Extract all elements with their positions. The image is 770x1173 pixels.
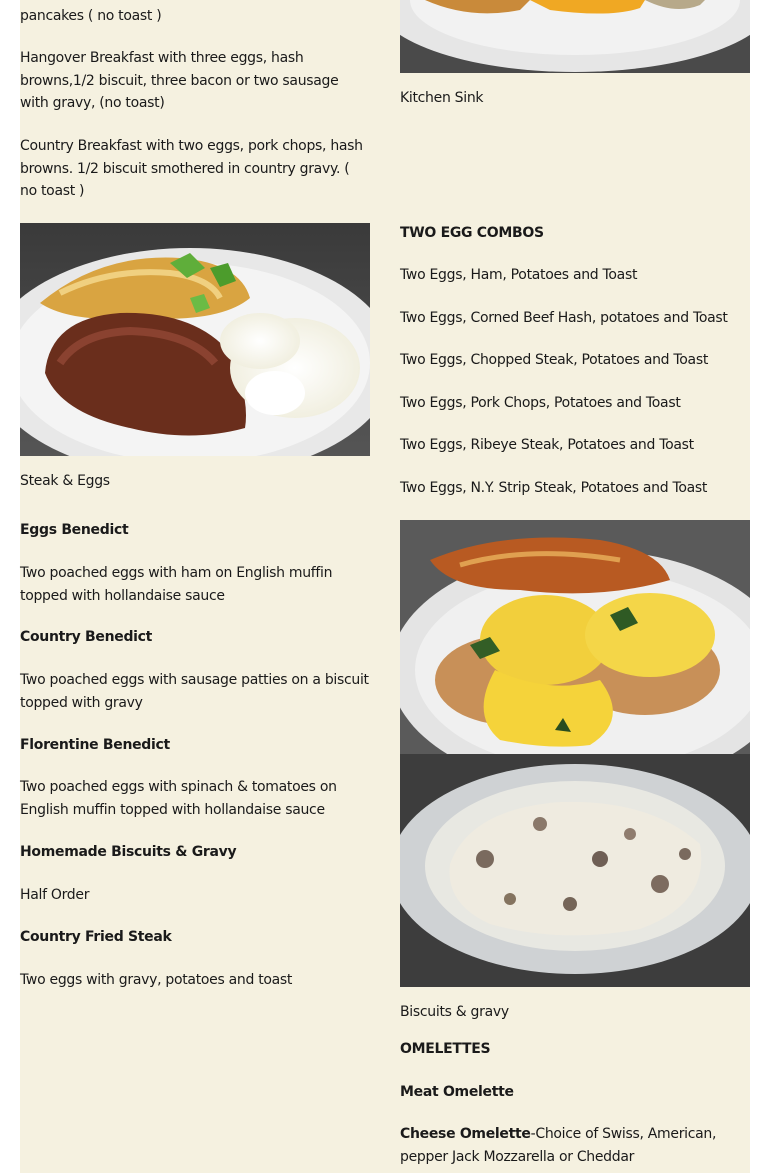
kitchen-sink-photo (400, 0, 750, 73)
country-breakfast-text: Country Breakfast with two eggs, pork chops, hash browns. 1/2 biscuit smothered in country gravy. ( no toast ) (20, 138, 363, 199)
omelettes-heading: OMELETTES (400, 1041, 491, 1057)
cheese-omelette-title: Cheese Omelette (400, 1126, 531, 1142)
intro-partial-text: pancakes ( no toast ) (20, 8, 162, 24)
two-egg-item: Two Eggs, Chopped Steak, Potatoes and Toast (400, 352, 709, 368)
two-egg-item: Two Eggs, Pork Chops, Potatoes and Toast (400, 395, 681, 411)
two-egg-item: Two Eggs, N.Y. Strip Steak, Potatoes and Toast (400, 480, 708, 496)
hangover-breakfast-text: Hangover Breakfast with three eggs, hash browns,1/2 biscuit, three bacon or two sausage with gravy, (no toast) (20, 50, 339, 111)
biscuits-gravy-caption: Biscuits & gravy (400, 1004, 509, 1020)
meat-omelette-title: Meat Omelette (400, 1084, 514, 1100)
cheese-omelette-text (400, 1123, 750, 1168)
two-egg-combos-heading: TWO EGG COMBOS (400, 225, 544, 241)
cheese-omelette-desc: -Choice of Swiss, American, pepper Jack Mozzarella or Cheddar (400, 1126, 717, 1165)
two-egg-item: Two Eggs, Ham, Potatoes and Toast (400, 267, 638, 283)
biscuits-gravy-photo (400, 754, 750, 987)
florentine-benedict-desc: Two poached eggs with spinach & tomatoes on English muffin topped with hollandaise sauce (20, 779, 337, 818)
country-fried-steak-title: Country Fried Steak (20, 929, 172, 945)
eggs-benedict-title: Eggs Benedict (20, 522, 129, 538)
steak-eggs-caption: Steak & Eggs (20, 473, 110, 489)
country-benedict-title: Country Benedict (20, 629, 153, 645)
country-benedict-desc: Two poached eggs with sausage patties on a biscuit topped with gravy (20, 672, 369, 711)
two-egg-item: Two Eggs, Corned Beef Hash, potatoes and Toast (400, 310, 728, 326)
country-fried-steak-desc: Two eggs with gravy, potatoes and toast (20, 972, 293, 988)
eggs-benedict-desc: Two poached eggs with ham on English muffin topped with hollandaise sauce (20, 565, 333, 604)
florentine-benedict-title: Florentine Benedict (20, 737, 170, 753)
eggs-benedict-photo (400, 520, 750, 754)
two-egg-item: Two Eggs, Ribeye Steak, Potatoes and Toast (400, 437, 694, 453)
biscuits-gravy-desc: Half Order (20, 887, 90, 903)
steak-eggs-photo (20, 223, 370, 456)
menu-page (20, 0, 750, 1173)
kitchen-sink-caption: Kitchen Sink (400, 90, 484, 106)
biscuits-gravy-title: Homemade Biscuits & Gravy (20, 844, 237, 860)
